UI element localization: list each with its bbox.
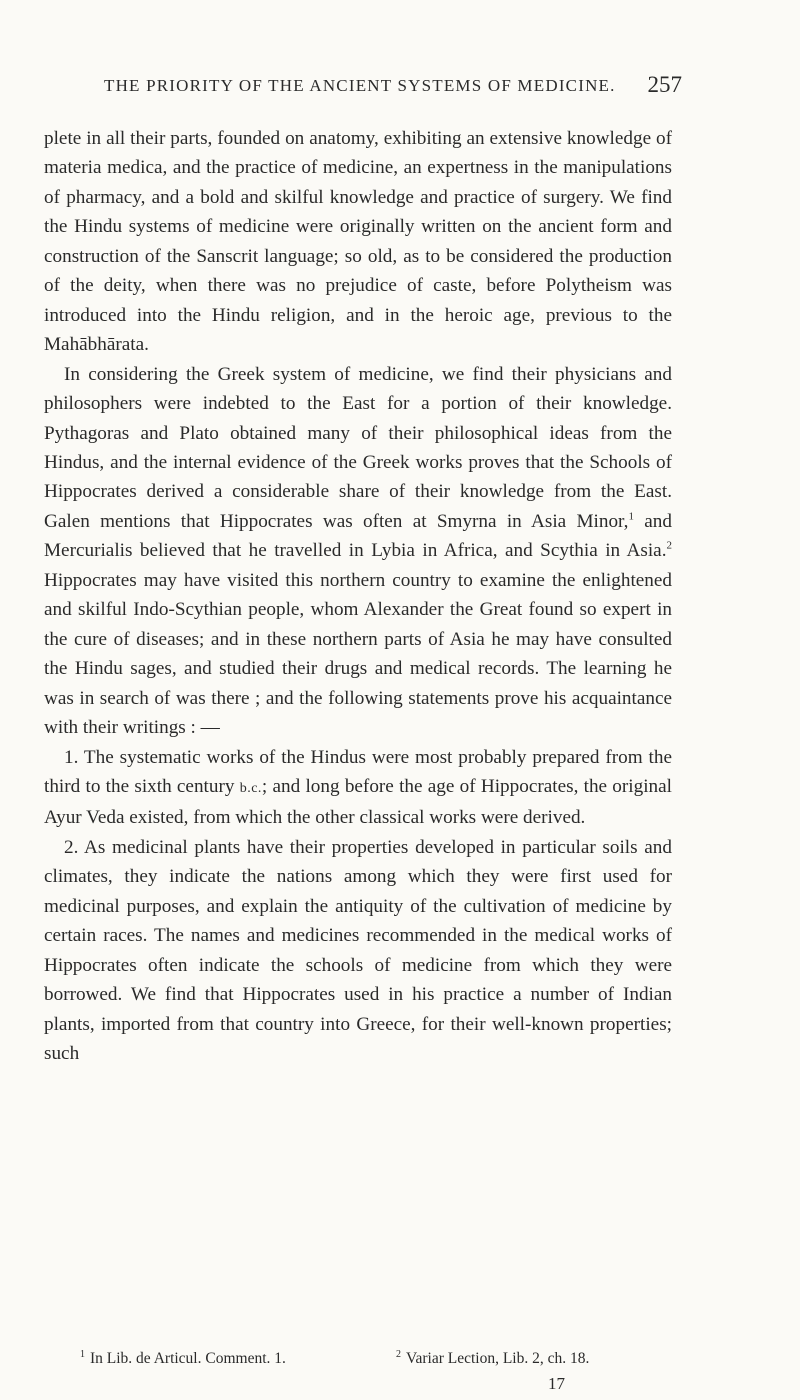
footnote-text: Variar Lection, Lib. 2, ch. 18. bbox=[406, 1350, 590, 1367]
paragraph-text: 2. As medicinal plants have their properties developed in particular soils and climates, they indicate the nations among which they were first used for medicinal purposes, and explain the antiquity of the cultivation of medicine by certain races. The names and medicines recommended in the medical works of Hippocrates often indicate the schools of medicine from which they were borrowed. We find that Hippocrates used in his practice a number of Indian plants, imported from that country into Greece, for their well-known properties; such bbox=[44, 836, 672, 1065]
numbered-item-1 bbox=[44, 743, 672, 833]
paragraph-text: In considering the Greek system of medicine, we find their physicians and philosophers were indebted to the East for a portion of their knowledge. Pythagoras and Plato obtained many of their philosophical ideas from the Hindus, and the internal evidence of the Greek works proves that the Schools of Hippocrates derived a considerable share of their knowledge from the East. Galen mentions that Hippocrates was often at Smyrna in Asia Minor, bbox=[44, 363, 672, 532]
footnote-ref-1: 1 bbox=[628, 510, 634, 523]
footnote-2 bbox=[396, 1350, 589, 1368]
footnote-marker: 2 bbox=[396, 1348, 401, 1360]
footnote-marker: 1 bbox=[80, 1348, 85, 1360]
footnote-text: In Lib. de Articul. Comment. 1. bbox=[90, 1350, 286, 1367]
paragraph-greek-system bbox=[44, 360, 672, 743]
body-text bbox=[44, 124, 672, 1069]
paragraph-text: and Mercurialis believed that he travelled in Lybia in Africa, and Scythia in Asia. bbox=[44, 510, 672, 562]
paragraph-continued bbox=[44, 124, 672, 360]
paragraph-text: 1. The systematic works of the Hindus were most probably prepared from the third to the sixth century bbox=[44, 746, 672, 797]
paragraph-text: plete in all their parts, founded on anatomy, exhibiting an extensive knowledge of materia medica, and the practice of medicine, an expertness in the manipulations of pharmacy, and a bold and skilful knowledge and practice of surgery. We find the Hindu systems of medicine were originally written on the ancient form and construction of the Sanscrit language; so old, as to be considered the production of the deity, when there was no prejudice of caste, before Polytheism was introduced into the Hindu religion, and in the heroic age, previous to the Mahābhārata. bbox=[44, 128, 672, 356]
running-head bbox=[104, 72, 682, 97]
footnote-ref-2: 2 bbox=[666, 539, 672, 552]
signature-mark: 17 bbox=[548, 1374, 565, 1393]
paragraph-text: Hippocrates may have visited this northern country to examine the enlightened and skilful Indo-Scythian people, whom Alexander the Great found so expert in the cure of diseases; and in these northern parts of Asia he may have consulted the Hindu sages, and studied their drugs and medical records. The learning he was in search of was there ; and the following statements prove his acquaintance with their writings : — bbox=[44, 569, 672, 739]
page-number: 257 bbox=[647, 72, 682, 97]
running-title: THE PRIORITY OF THE ANCIENT SYSTEMS OF MEDICINE. bbox=[104, 76, 616, 95]
numbered-item-2 bbox=[44, 833, 672, 1069]
paragraph-text: ; and long before the age of Hippocrates, the original Ayur Veda existed, from which the other classical works were derived. bbox=[44, 775, 672, 829]
footnote-1 bbox=[80, 1350, 286, 1368]
era-abbreviation: b.c. bbox=[239, 780, 262, 796]
